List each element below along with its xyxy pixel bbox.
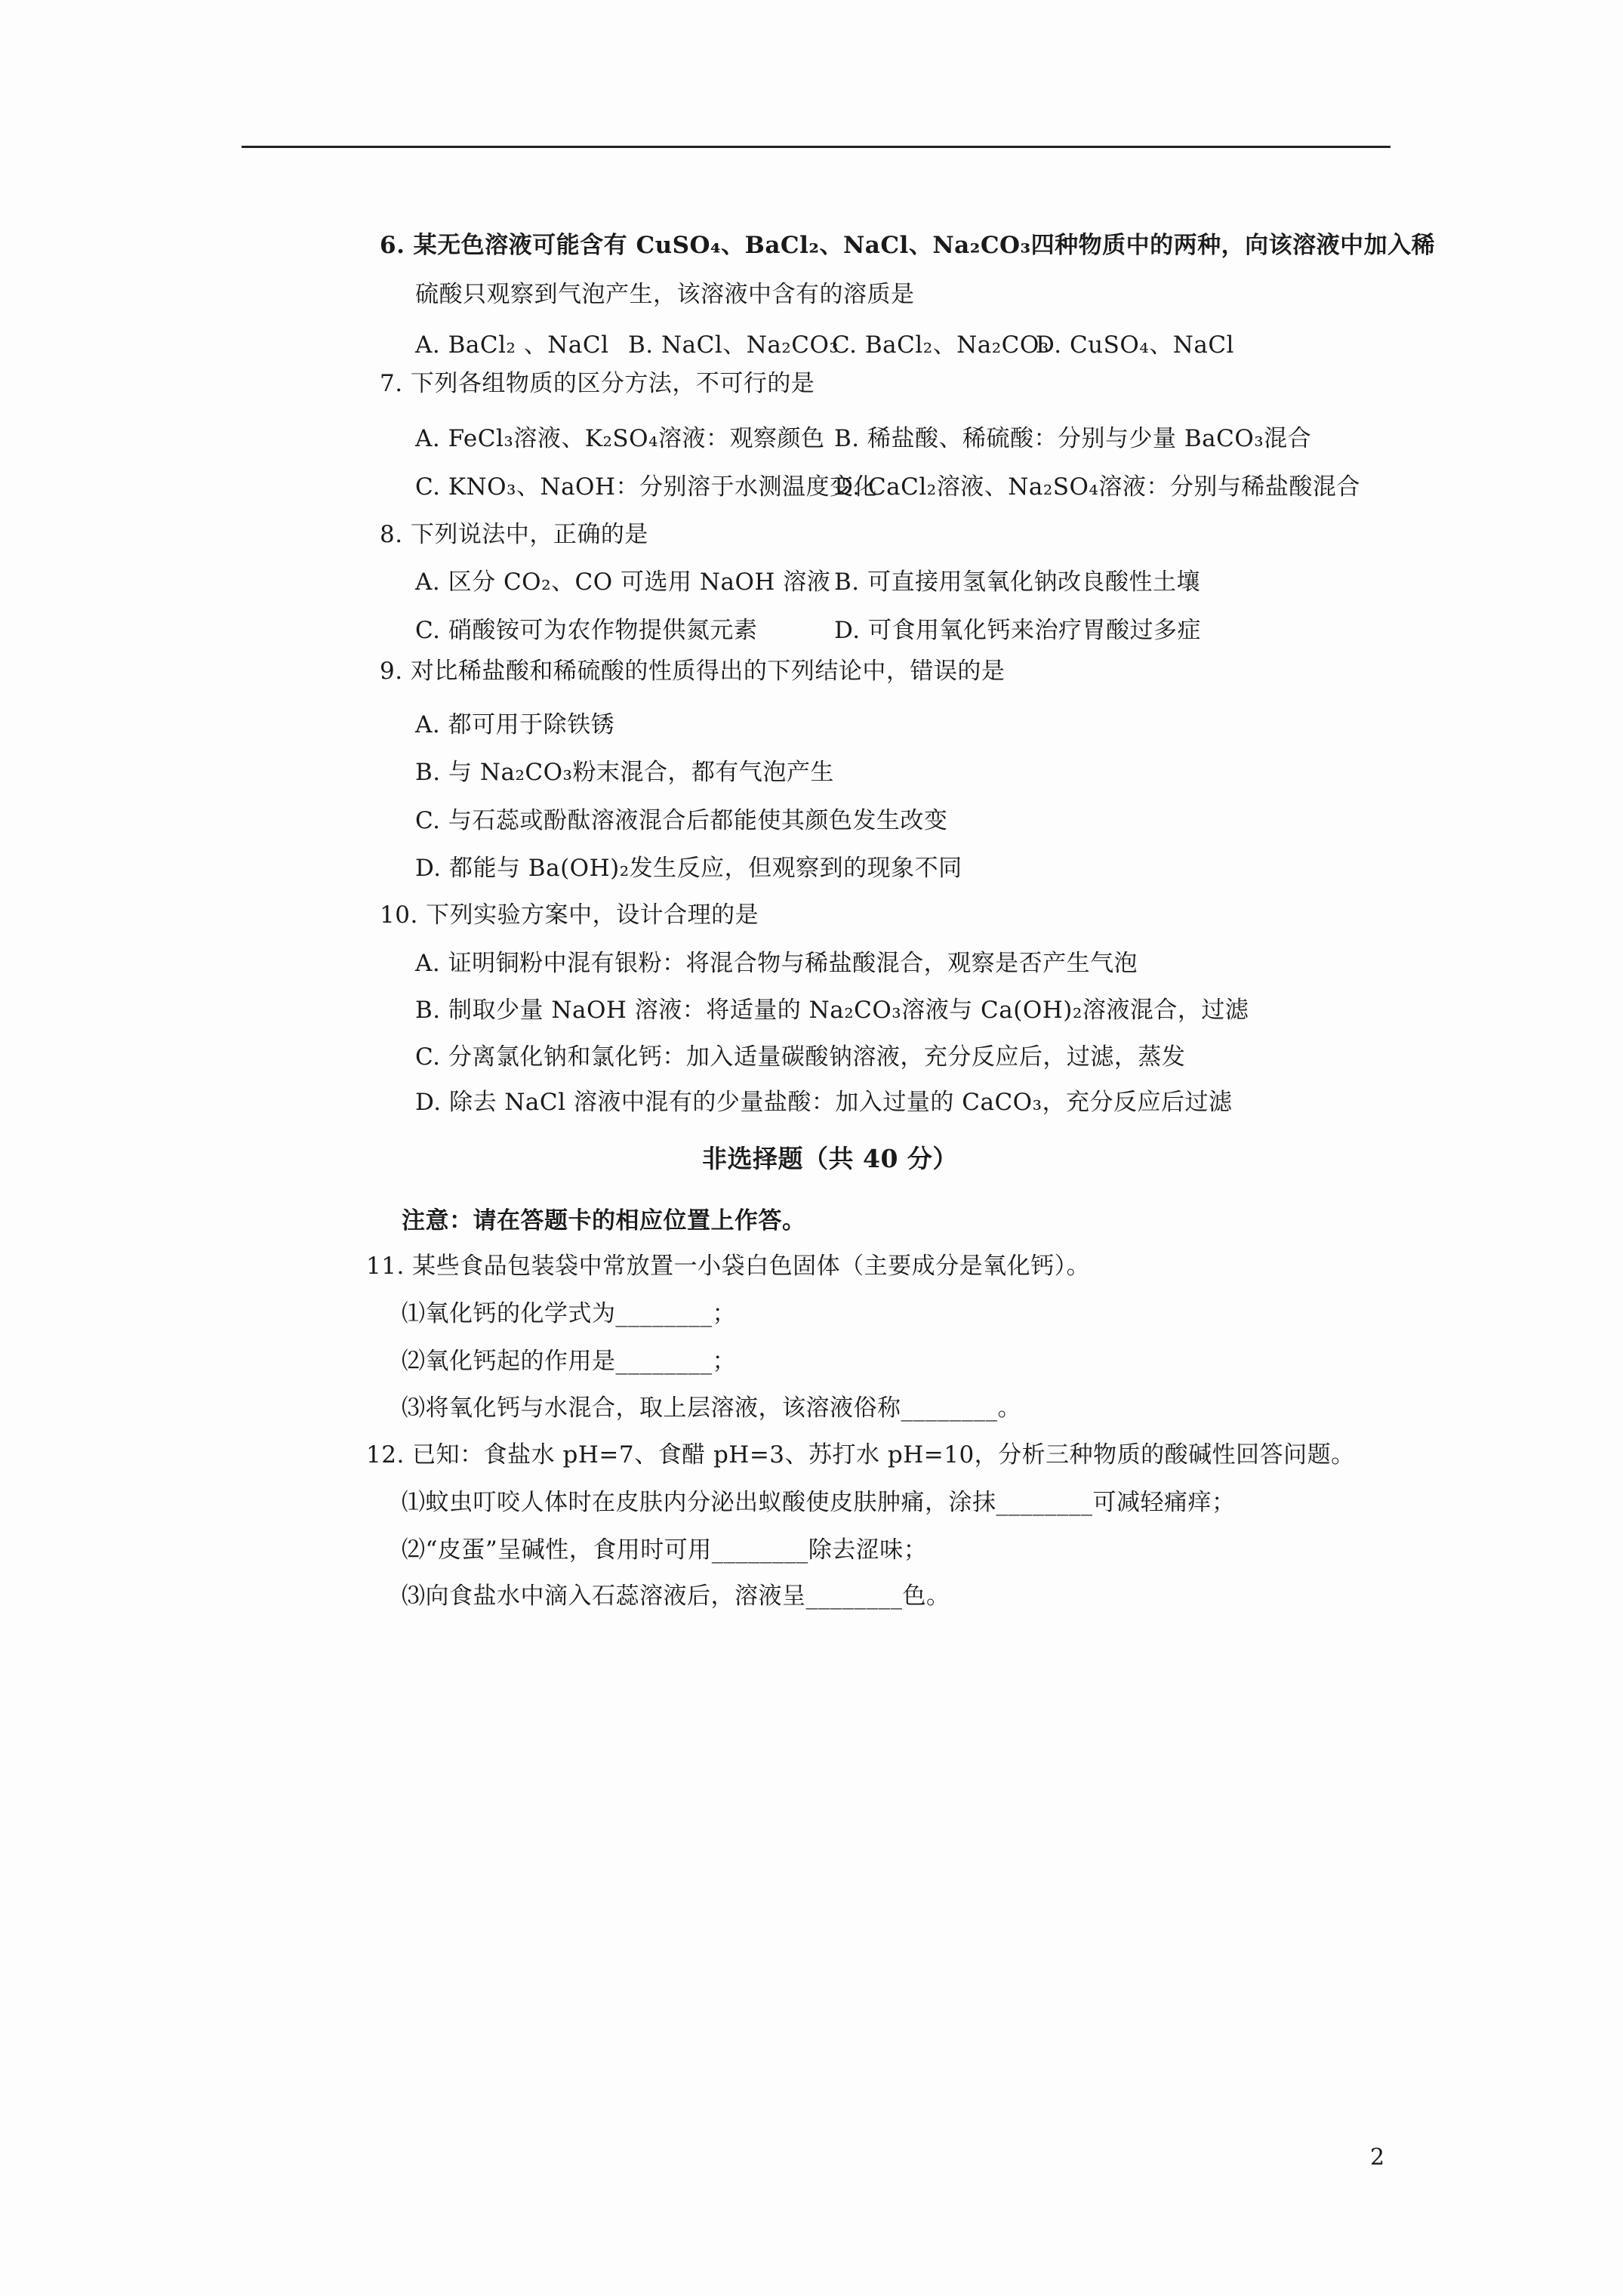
q11-stem: 11. 某些食品包装袋中常放置一小袋白色固体（主要成分是氧化钙）。 <box>366 1253 1091 1280</box>
q12-stem: 12. 已知：食盐水 pH=7、食醋 pH=3、苏打水 pH=10，分析三种物质的酸碱性回答问题。 <box>366 1441 1355 1469</box>
q9-option-b: B. 与 Na₂CO₃粉末混合，都有气泡产生 <box>415 759 834 786</box>
q10-option-b: B. 制取少量 NaOH 溶液：将适量的 Na₂CO₃溶液与 Ca(OH)₂溶液混合，过滤 <box>415 997 1249 1024</box>
q8-options-row1 <box>415 567 1253 597</box>
q6-stem-line2: 硫酸只观察到气泡产生，该溶液中含有的溶质是 <box>415 281 915 308</box>
q6-option-b: B. NaCl、Na₂CO₃ <box>628 331 839 359</box>
q9-option-d: D. 都能与 Ba(OH)₂发生反应，但观察到的现象不同 <box>415 855 962 882</box>
q12-part-1: ⑴蚊虫叮咬人体时在皮肤内分泌出蚁酸使皮肤肿痛，涂抹________可减轻痛痒； <box>402 1489 1236 1516</box>
q8-option-b: B. 可直接用氢氧化钠改良酸性土壤 <box>834 569 1200 596</box>
q10-option-c: C. 分离氯化钠和氯化钙：加入适量碳酸钠溶液，充分反应后，过滤，蒸发 <box>415 1043 1186 1071</box>
notice: 注意：请在答题卡的相应位置上作答。 <box>402 1207 806 1234</box>
q8-stem: 8. 下列说法中，正确的是 <box>380 521 648 548</box>
q8-option-a: A. 区分 CO₂、CO 可选用 NaOH 溶液 <box>415 569 831 596</box>
q12-part-2: ⑵“皮蛋”呈碱性，食用时可用________除去涩味； <box>402 1536 928 1564</box>
q8-option-d: D. 可食用氧化钙来治疗胃酸过多症 <box>834 617 1201 644</box>
q11-part-1: ⑴氧化钙的化学式为________； <box>402 1300 736 1327</box>
q7-option-b: B. 稀盐酸、稀硫酸：分别与少量 BaCO₃混合 <box>834 425 1312 452</box>
q8-options-row2 <box>415 615 1253 646</box>
q7-options-row1 <box>415 424 1312 454</box>
q12-part-3: ⑶向食盐水中滴入石蕊溶液后，溶液呈________色。 <box>402 1583 950 1610</box>
header-rule <box>242 146 1390 148</box>
q7-stem: 7. 下列各组物质的区分方法，不可行的是 <box>380 370 815 397</box>
q10-stem: 10. 下列实验方案中，设计合理的是 <box>380 901 759 929</box>
q7-option-a: A. FeCl₃溶液、K₂SO₄溶液：观察颜色 <box>415 425 825 452</box>
q11-part-3: ⑶将氧化钙与水混合，取上层溶液，该溶液俗称________。 <box>402 1395 1021 1422</box>
q6-option-d: D. CuSO₄、NaCl <box>1036 331 1234 359</box>
q10-option-d: D. 除去 NaCl 溶液中混有的少量盐酸：加入过量的 CaCO₃，充分反应后过滤 <box>415 1089 1233 1116</box>
q6-stem-line1: 6. 某无色溶液可能含有 CuSO₄、BaCl₂、NaCl、Na₂CO₃四种物质中的两种，向该溶液中加入稀 <box>380 232 1436 259</box>
q11-part-2: ⑵氧化钙起的作用是________； <box>402 1348 736 1375</box>
q7-options-row2 <box>415 472 1360 502</box>
q7-option-c: C. KNO₃、NaOH：分别溶于水测温度变化 <box>415 473 878 501</box>
q9-option-c: C. 与石蕊或酚酞溶液混合后都能使其颜色发生改变 <box>415 807 948 834</box>
q6-options <box>415 330 1234 360</box>
q6-option-c: C. BaCl₂、Na₂CO₃ <box>832 331 1049 359</box>
q9-option-a: A. 都可用于除铁锈 <box>415 711 615 738</box>
q9-stem: 9. 对比稀盐酸和稀硫酸的性质得出的下列结论中，错误的是 <box>380 658 1006 685</box>
section-title: 非选择题（共 40 分） <box>702 1144 958 1173</box>
q8-option-c: C. 硝酸铵可为农作物提供氮元素 <box>415 617 758 644</box>
q6-option-a: A. BaCl₂ 、NaCl <box>415 331 609 359</box>
page-number: 2 <box>1370 2144 1385 2171</box>
q10-option-a: A. 证明铜粉中混有银粉：将混合物与稀盐酸混合，观察是否产生气泡 <box>415 950 1138 977</box>
q7-option-d: D. CaCl₂溶液、Na₂SO₄溶液：分别与稀盐酸混合 <box>834 473 1360 501</box>
